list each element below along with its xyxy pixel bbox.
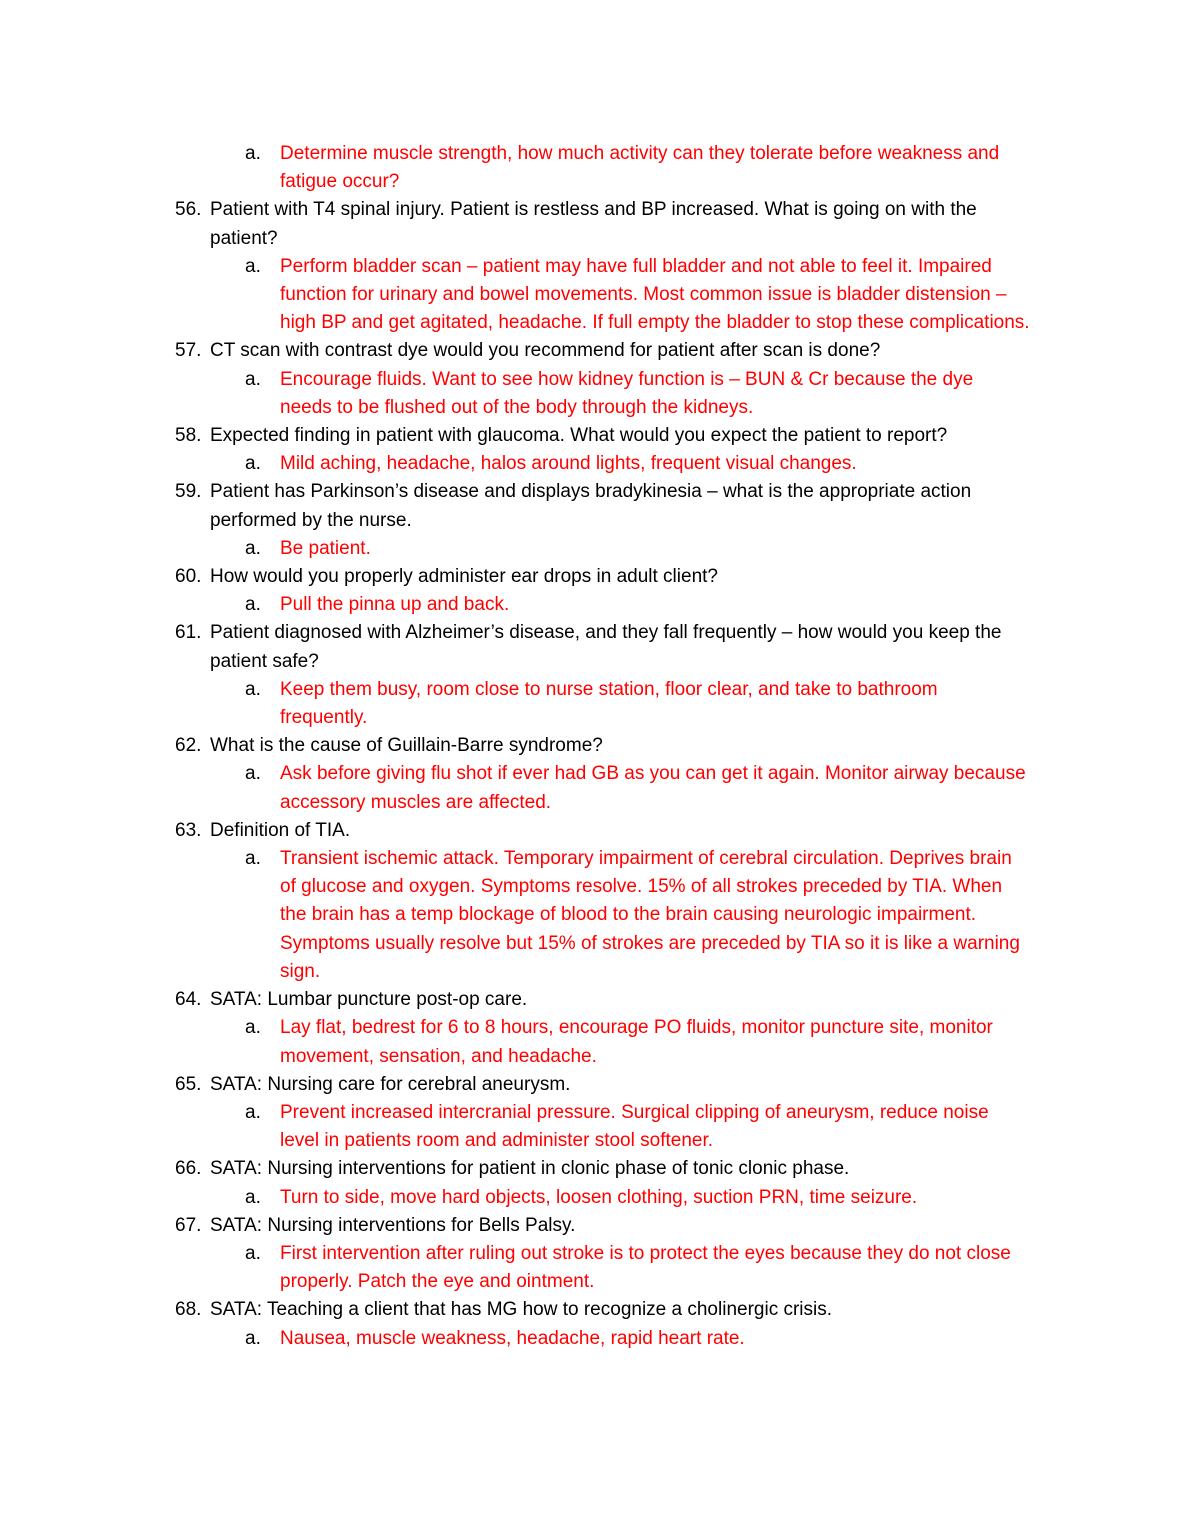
answer-item bbox=[0, 1184, 1190, 1212]
answer-item bbox=[0, 591, 1190, 619]
question-text: Definition of TIA. bbox=[210, 819, 351, 841]
question-number: 66. bbox=[175, 1158, 202, 1180]
answer-item bbox=[0, 845, 1190, 986]
question-text: SATA: Nursing care for cerebral aneurysm. bbox=[210, 1073, 571, 1095]
answer-letter: a. bbox=[245, 1186, 261, 1208]
answer-text: Transient ischemic attack. Temporary impairment of cerebral circulation. Deprives brain of glucose and oxygen. Symptoms resolve. 15% of all strokes preceded by TIA. When the brain has a temp blockage of blood to the brain causing neurologic impairment. Symptoms usually resolve but 15% of strokes are preceded by TIA so it is like a warning sign. bbox=[280, 848, 1020, 982]
answer-letter: a. bbox=[245, 763, 261, 785]
question-number: 62. bbox=[175, 735, 202, 757]
answer-letter: a. bbox=[245, 848, 261, 870]
question-number: 56. bbox=[175, 199, 202, 221]
question-number: 60. bbox=[175, 566, 202, 588]
answer-letter: a. bbox=[245, 143, 261, 164]
question-text: Patient has Parkinson’s disease and displays bradykinesia – what is the appropriate action performed by the nurse. bbox=[210, 481, 972, 531]
question-item bbox=[0, 1296, 1190, 1324]
question-text: SATA: Nursing interventions for Bells Palsy. bbox=[210, 1214, 576, 1236]
question-text: What is the cause of Guillain-Barre syndrome? bbox=[210, 735, 603, 757]
answer-letter: a. bbox=[245, 1101, 261, 1123]
answer-item bbox=[0, 676, 1190, 732]
answer-item bbox=[0, 1099, 1190, 1155]
answer-text: Nausea, muscle weakness, headache, rapid heart rate. bbox=[280, 1327, 745, 1349]
answer-letter: a. bbox=[245, 678, 261, 700]
question-number: 65. bbox=[175, 1073, 202, 1095]
question-text: SATA: Nursing interventions for patient in clonic phase of tonic clonic phase. bbox=[210, 1158, 850, 1180]
question-item bbox=[0, 1071, 1190, 1099]
answer-item bbox=[0, 253, 1190, 338]
answer-item bbox=[0, 450, 1190, 478]
answer-text: Mild aching, headache, halos around lights, frequent visual changes. bbox=[280, 453, 857, 475]
question-item bbox=[0, 986, 1190, 1014]
question-item bbox=[0, 196, 1190, 252]
question-number: 61. bbox=[175, 622, 202, 644]
question-item bbox=[0, 732, 1190, 760]
answer-text: First intervention after ruling out stroke is to protect the eyes because they do not close properly. Patch the eye and ointment. bbox=[280, 1242, 1011, 1293]
question-number: 64. bbox=[175, 989, 202, 1011]
answer-text: Determine muscle strength, how much activity can they tolerate before weakness and fatigue occur? bbox=[280, 143, 1000, 193]
answer-text: Encourage fluids. Want to see how kidney function is – BUN & Cr because the dye needs to be flushed out of the body through the kidneys. bbox=[280, 368, 974, 418]
question-text: How would you properly administer ear drops in adult client? bbox=[210, 566, 718, 588]
document-page bbox=[0, 140, 1190, 1353]
answer-text: Keep them busy, room close to nurse station, floor clear, and take to bathroom frequently. bbox=[280, 678, 938, 729]
answer-text: Perform bladder scan – patient may have full bladder and not able to feel it. Impaired function for urinary and bowel movements. Most common issue is bladder distension – high BP and get agitated, headache. If full empty the bladder to stop these complications. bbox=[280, 255, 1030, 334]
question-text: CT scan with contrast dye would you recommend for patient after scan is done? bbox=[210, 340, 881, 362]
answer-letter: a. bbox=[245, 1017, 261, 1039]
question-item bbox=[0, 1212, 1190, 1240]
answer-letter: a. bbox=[245, 594, 261, 616]
question-text: Expected finding in patient with glaucoma. What would you expect the patient to report? bbox=[210, 425, 948, 447]
answer-text: Lay flat, bedrest for 6 to 8 hours, encourage PO fluids, monitor puncture site, monitor movement, sensation, and headache. bbox=[280, 1017, 993, 1067]
question-item bbox=[0, 563, 1190, 591]
question-number: 67. bbox=[175, 1214, 202, 1236]
answer-item bbox=[0, 1014, 1190, 1070]
question-item bbox=[0, 337, 1190, 365]
question-text: SATA: Lumbar puncture post-op care. bbox=[210, 989, 528, 1011]
question-item bbox=[0, 1155, 1190, 1183]
answer-letter: a. bbox=[245, 537, 261, 559]
answer-letter: a. bbox=[245, 255, 261, 277]
question-item bbox=[0, 817, 1190, 845]
question-list bbox=[0, 196, 1190, 1352]
question-text: Patient with T4 spinal injury. Patient is restless and BP increased. What is going on with the patient? bbox=[210, 199, 977, 249]
question-number: 58. bbox=[175, 425, 202, 447]
answer-text: Prevent increased intercranial pressure. Surgical clipping of aneurysm, reduce noise level in patients room and administer stool softener. bbox=[280, 1101, 989, 1152]
answer-letter: a. bbox=[245, 453, 261, 475]
question-number: 57. bbox=[175, 340, 202, 362]
question-item bbox=[0, 422, 1190, 450]
answer-letter: a. bbox=[245, 368, 261, 390]
answer-text: Be patient. bbox=[280, 537, 371, 559]
answer-item bbox=[0, 366, 1190, 422]
question-text: SATA: Teaching a client that has MG how to recognize a cholinergic crisis. bbox=[210, 1299, 833, 1321]
answer-item bbox=[0, 760, 1190, 816]
answer-item bbox=[0, 535, 1190, 563]
question-item bbox=[0, 478, 1190, 534]
answer-text: Turn to side, move hard objects, loosen clothing, suction PRN, time seizure. bbox=[280, 1186, 918, 1208]
question-number: 59. bbox=[175, 481, 202, 503]
answer-item bbox=[0, 1325, 1190, 1353]
answer-text: Pull the pinna up and back. bbox=[280, 594, 510, 616]
answer-text: Ask before giving flu shot if ever had GB as you can get it again. Monitor airway because accessory muscles are affected. bbox=[280, 763, 1026, 813]
answer-item bbox=[0, 1240, 1190, 1296]
question-item bbox=[0, 619, 1190, 675]
question-number: 68. bbox=[175, 1299, 202, 1321]
question-number: 63. bbox=[175, 819, 202, 841]
answer-letter: a. bbox=[245, 1327, 261, 1349]
answer-item bbox=[0, 140, 1190, 196]
answer-letter: a. bbox=[245, 1242, 261, 1264]
question-text: Patient diagnosed with Alzheimer’s disease, and they fall frequently – how would you keep the patient safe? bbox=[210, 622, 1002, 672]
